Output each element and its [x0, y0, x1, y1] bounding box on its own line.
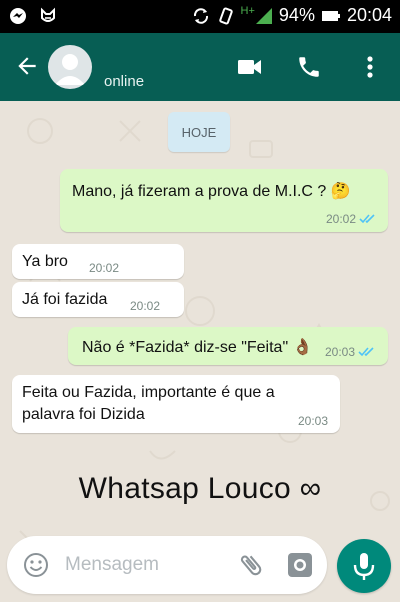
emoji-icon[interactable]: [23, 552, 49, 578]
vibrate-icon: [217, 6, 235, 26]
message-text: Feita ou Fazida, importante é que a: [22, 384, 275, 401]
date-chip: HOJE: [168, 112, 230, 152]
read-ticks-icon: [358, 346, 376, 358]
video-call-button[interactable]: [236, 54, 264, 85]
message-text: palavra foi Dizida: [22, 406, 145, 423]
message-time: 20:03: [297, 414, 328, 428]
message-time: 20:02: [130, 299, 161, 313]
message-time: 20:02: [89, 261, 120, 275]
message-text: Ya bro: [22, 253, 68, 270]
message-outgoing[interactable]: [68, 327, 388, 365]
message-text: Já foi fazida: [22, 291, 108, 308]
mic-button[interactable]: [337, 539, 391, 593]
contact-avatar[interactable]: [48, 45, 92, 89]
message-incoming[interactable]: [12, 282, 184, 317]
signal-icon: [255, 7, 273, 25]
watermark-text: Whatsap Louco ∞: [78, 472, 322, 505]
battery-icon: [321, 10, 341, 22]
message-time: 20:03: [324, 345, 355, 359]
more-options-button[interactable]: [360, 54, 380, 85]
camera-icon: [286, 551, 314, 579]
message-text: Não é *Fazida* diz-se "Feita" 👌🏾: [82, 339, 313, 356]
message-text: Mano, já fizeram a prova de M.I.C ? 🤔: [72, 183, 351, 200]
video-call-icon: [236, 54, 264, 80]
messenger-icon: [8, 6, 28, 26]
back-button[interactable]: [14, 53, 40, 84]
attach-icon[interactable]: [237, 551, 265, 579]
message-outgoing[interactable]: [60, 169, 388, 232]
rotate-icon: [191, 6, 211, 26]
more-vert-icon: [360, 54, 380, 80]
chat-area[interactable]: [0, 101, 400, 602]
message-incoming[interactable]: [12, 244, 184, 279]
camera-button[interactable]: [286, 551, 314, 579]
default-avatar-icon: [48, 45, 92, 89]
message-incoming[interactable]: [12, 375, 340, 433]
network-type: H+: [240, 4, 255, 17]
arrow-back-icon: [14, 53, 40, 79]
status-right: [191, 5, 392, 26]
status-bar: [0, 0, 400, 33]
phone-icon: [296, 54, 322, 80]
message-input[interactable]: [63, 551, 227, 579]
clock: 20:04: [346, 5, 392, 25]
contact-status: online: [104, 73, 145, 90]
cat-icon: [38, 6, 58, 26]
phone-call-button[interactable]: [296, 54, 322, 85]
chat-header: [0, 33, 400, 101]
mic-icon: [337, 539, 391, 593]
status-left-icons: [8, 6, 58, 26]
message-composer: [7, 536, 327, 594]
read-ticks-icon: [359, 213, 377, 225]
battery-percent: 94%: [278, 5, 315, 25]
message-time: 20:02: [325, 212, 356, 226]
